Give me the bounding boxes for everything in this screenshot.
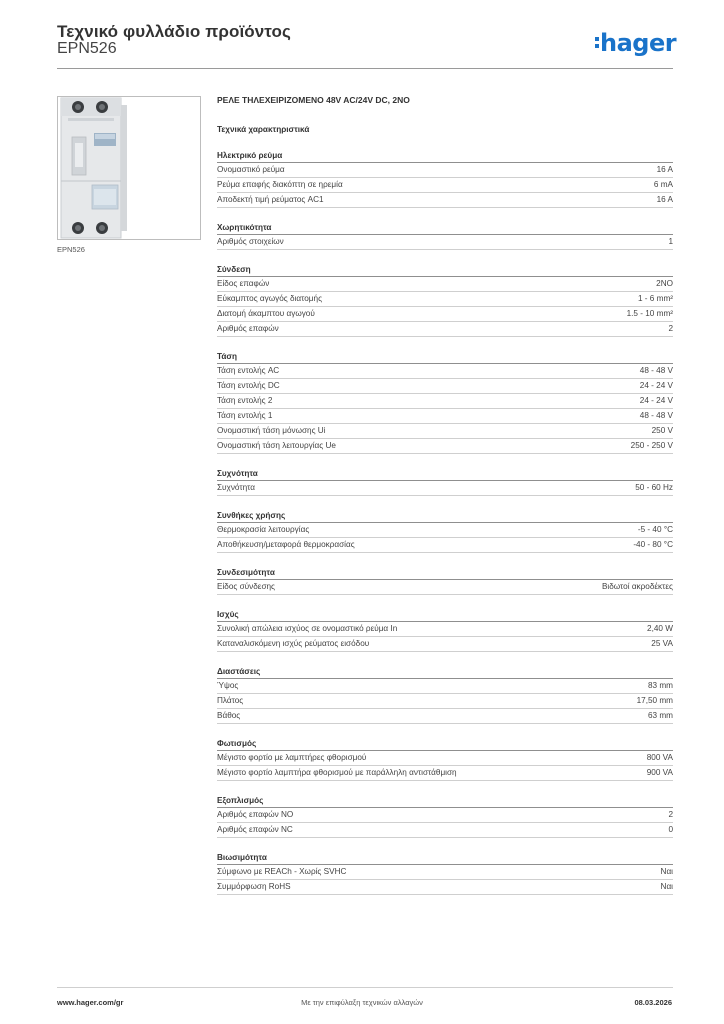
spec-label: Ρεύμα επαφής διακόπτη σε ηρεμία xyxy=(217,180,343,189)
spec-row xyxy=(217,178,673,193)
spec-value: 1 - 6 mm² xyxy=(637,294,673,303)
spec-row xyxy=(217,580,673,595)
header-divider xyxy=(57,68,673,69)
spec-row xyxy=(217,766,673,781)
page-title: Τεχνικό φυλλάδιο προϊόντος xyxy=(57,22,291,41)
section-title: Συνθήκες χρήσης xyxy=(217,509,673,523)
spec-label: Σύμφωνο με REACh - Χωρίς SVHC xyxy=(217,867,347,876)
spec-content xyxy=(217,92,673,895)
spec-value: 25 VA xyxy=(651,639,673,648)
spec-value: 800 VA xyxy=(646,753,673,762)
spec-row xyxy=(217,379,673,394)
footer-date: 08.03.2026 xyxy=(634,998,672,1007)
relay-device-icon xyxy=(58,97,200,239)
spec-label: Ονομαστική τάση μόνωσης Ui xyxy=(217,426,326,435)
spec-value: Ναι xyxy=(660,867,673,876)
spec-row xyxy=(217,523,673,538)
spec-label: Θερμοκρασία λειτουργίας xyxy=(217,525,310,534)
spec-row xyxy=(217,823,673,838)
spec-label: Αριθμός επαφών NC xyxy=(217,825,293,834)
spec-value: 48 - 48 V xyxy=(639,411,673,420)
spec-value: -40 - 80 °C xyxy=(633,540,673,549)
spec-section xyxy=(217,149,673,208)
spec-label: Εύκαμπτος αγωγός διατομής xyxy=(217,294,323,303)
spec-value: 6 mA xyxy=(653,180,673,189)
spec-row xyxy=(217,322,673,337)
spec-section xyxy=(217,851,673,895)
spec-row xyxy=(217,637,673,652)
footer-divider xyxy=(57,987,673,988)
spec-row xyxy=(217,694,673,709)
technical-specs-heading: Τεχνικά χαρακτηριστικά xyxy=(217,125,310,134)
section-title: Συνδεσιμότητα xyxy=(217,566,673,580)
spec-label: Διατομή άκαμπτου αγωγού xyxy=(217,309,315,318)
product-image xyxy=(57,96,201,240)
product-image-caption: EPN526 xyxy=(57,245,85,254)
spec-section xyxy=(217,737,673,781)
spec-row xyxy=(217,439,673,454)
section-title: Εξοπλισμός xyxy=(217,794,673,808)
spec-label: Ύψος xyxy=(217,681,239,690)
spec-label: Είδος σύνδεσης xyxy=(217,582,275,591)
spec-label: Μέγιστο φορτίο λαμπτήρα φθορισμού με παράλληλη αντιστάθμιση xyxy=(217,768,457,777)
spec-section xyxy=(217,467,673,496)
spec-label: Τάση εντολής DC xyxy=(217,381,280,390)
spec-row xyxy=(217,409,673,424)
spec-row xyxy=(217,808,673,823)
spec-row xyxy=(217,880,673,895)
spec-label: Αποδεκτή τιμή ρεύματος AC1 xyxy=(217,195,324,204)
spec-value: 2,40 W xyxy=(647,624,673,633)
spec-row xyxy=(217,538,673,553)
spec-section xyxy=(217,665,673,724)
spec-row xyxy=(217,364,673,379)
spec-label: Τάση εντολής 1 xyxy=(217,411,273,420)
spec-value: 250 - 250 V xyxy=(630,441,673,450)
spec-label: Καταναλισκόμενη ισχύς ρεύματος εισόδου xyxy=(217,639,370,648)
spec-section xyxy=(217,350,673,454)
section-title: Ισχύς xyxy=(217,608,673,622)
spec-label: Αριθμός επαφών NO xyxy=(217,810,294,819)
spec-value: Βιδωτοί ακροδέκτες xyxy=(601,582,673,591)
spec-row xyxy=(217,292,673,307)
spec-value: 24 - 24 V xyxy=(639,381,673,390)
spec-row xyxy=(217,277,673,292)
spec-label: Αριθμός στοιχείων xyxy=(217,237,284,246)
hager-logo xyxy=(595,29,676,57)
spec-row xyxy=(217,481,673,496)
spec-value: Ναι xyxy=(660,882,673,891)
spec-value: 900 VA xyxy=(646,768,673,777)
spec-value: 16 A xyxy=(656,165,673,174)
spec-label: Είδος επαφών xyxy=(217,279,270,288)
spec-row xyxy=(217,622,673,637)
spec-value: -5 - 40 °C xyxy=(637,525,673,534)
spec-label: Πλάτος xyxy=(217,696,244,705)
spec-row xyxy=(217,163,673,178)
spec-value: 83 mm xyxy=(647,681,673,690)
spec-value: 250 V xyxy=(651,426,673,435)
spec-section xyxy=(217,221,673,250)
spec-label: Τάση εντολής 2 xyxy=(217,396,273,405)
spec-section xyxy=(217,608,673,652)
spec-row xyxy=(217,235,673,250)
spec-section xyxy=(217,566,673,595)
spec-row xyxy=(217,394,673,409)
spec-label: Αποθήκευση/μεταφορά θερμοκρασίας xyxy=(217,540,355,549)
spec-section xyxy=(217,794,673,838)
spec-section xyxy=(217,263,673,337)
product-description: ΡΕΛΕ ΤΗΛΕΧΕΙΡΙΖΟΜΕΝΟ 48V AC/24V DC, 2NO xyxy=(217,95,410,105)
section-title: Φωτισμός xyxy=(217,737,673,751)
spec-value: 17,50 mm xyxy=(636,696,673,705)
spec-value: 63 mm xyxy=(647,711,673,720)
spec-sections xyxy=(217,149,673,895)
spec-value: 2NO xyxy=(656,279,673,288)
spec-value: 1 xyxy=(668,237,673,246)
spec-row xyxy=(217,307,673,322)
section-title: Συχνότητα xyxy=(217,467,673,481)
spec-row xyxy=(217,424,673,439)
section-title: Βιωσιμότητα xyxy=(217,851,673,865)
logo-dots-icon xyxy=(595,34,599,51)
spec-row xyxy=(217,751,673,766)
spec-row xyxy=(217,679,673,694)
spec-value: 2 xyxy=(668,324,673,333)
spec-row xyxy=(217,193,673,208)
section-title: Χωρητικότητα xyxy=(217,221,673,235)
spec-value: 1.5 - 10 mm² xyxy=(626,309,673,318)
spec-value: 50 - 60 Hz xyxy=(635,483,673,492)
spec-label: Ονομαστική τάση λειτουργίας Ue xyxy=(217,441,336,450)
spec-row xyxy=(217,709,673,724)
section-title: Σύνδεση xyxy=(217,263,673,277)
spec-label: Μέγιστο φορτίο με λαμπτήρες φθορισμού xyxy=(217,753,367,762)
footer-disclaimer: Με την επιφύλαξη τεχνικών αλλαγών xyxy=(301,998,423,1007)
section-title: Τάση xyxy=(217,350,673,364)
spec-label: Τάση εντολής AC xyxy=(217,366,280,375)
spec-value: 48 - 48 V xyxy=(639,366,673,375)
spec-label: Συχνότητα xyxy=(217,483,256,492)
spec-value: 24 - 24 V xyxy=(639,396,673,405)
spec-label: Αριθμός επαφών xyxy=(217,324,279,333)
section-title: Διαστάσεις xyxy=(217,665,673,679)
logo-text: hager xyxy=(600,29,677,57)
section-title: Ηλεκτρικό ρεύμα xyxy=(217,149,673,163)
spec-label: Βάθος xyxy=(217,711,241,720)
spec-label: Συμμόρφωση RoHS xyxy=(217,882,291,891)
spec-value: 0 xyxy=(668,825,673,834)
spec-row xyxy=(217,865,673,880)
product-code: EPN526 xyxy=(57,40,117,57)
spec-value: 16 A xyxy=(656,195,673,204)
spec-label: Ονομαστικό ρεύμα xyxy=(217,165,285,174)
spec-value: 2 xyxy=(668,810,673,819)
spec-label: Συνολική απώλεια ισχύος σε ονομαστικό ρεύμα In xyxy=(217,624,398,633)
spec-section xyxy=(217,509,673,553)
footer-website-link[interactable]: www.hager.com/gr xyxy=(57,998,124,1007)
